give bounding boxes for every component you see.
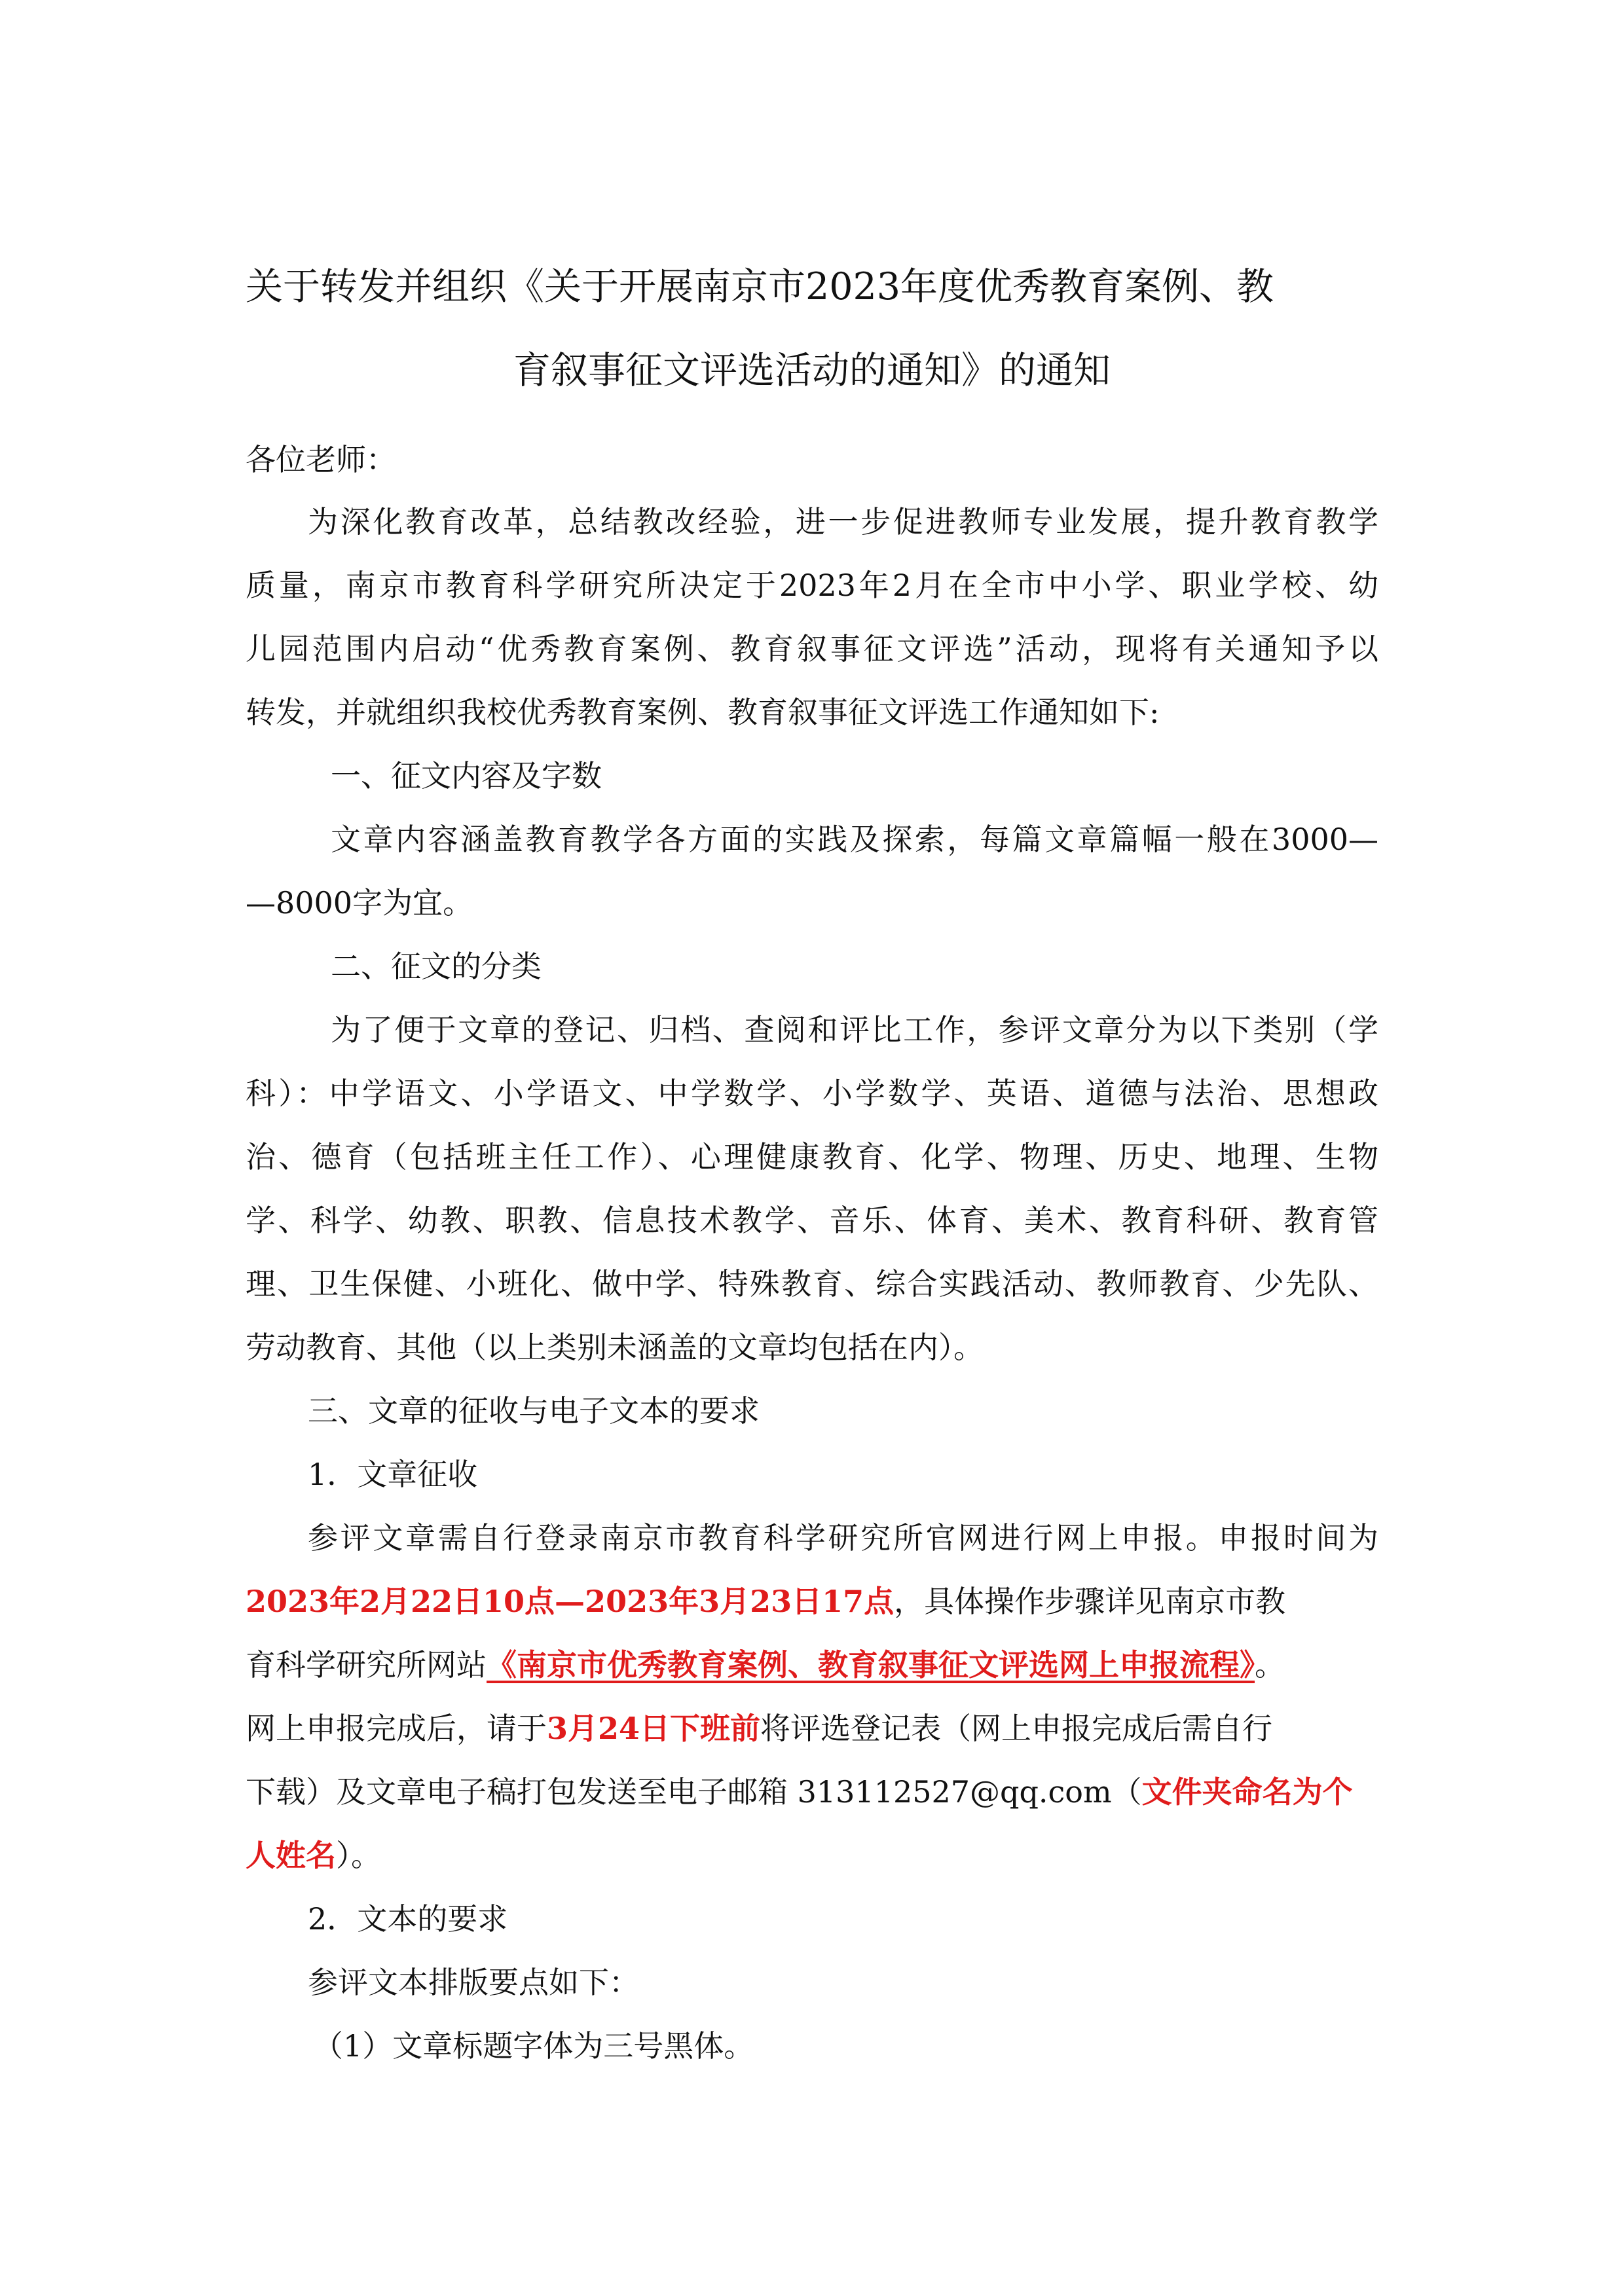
- section-3-1-line-2-rest: ，具体操作步骤详见南京市教: [894, 1584, 1286, 1619]
- section-3-1-line-4: [246, 1709, 1272, 1748]
- section-3-1-line-6-post: ）。: [336, 1838, 381, 1873]
- paragraph-1-line-1: 为深化教育改革，总结教改经验，进一步促进教师专业发展，提升教育教学: [308, 504, 1378, 539]
- section-3-heading: 三、文章的征收与电子文本的要求: [308, 1393, 760, 1429]
- paragraph-1-line-3: 儿园范围内启动“优秀教育案例、教育叙事征文评选”活动，现将有关通知予以: [246, 631, 1378, 666]
- section-3-1-line-4-pre: 网上申报完成后，请于: [246, 1711, 547, 1746]
- folder-naming-rule-part-1: 文件夹命名为个: [1141, 1774, 1353, 1810]
- section-3-2-item-1: （1）文章标题字体为三号黑体。: [313, 2028, 754, 2064]
- section-3-2-heading: 2．文本的要求: [308, 1901, 508, 1937]
- section-3-1-line-5: [246, 1772, 1353, 1812]
- section-2-text-line-2: 科）：中学语文、小学语文、中学数学、小学数学、英语、道德与法治、思想政: [246, 1076, 1378, 1111]
- section-3-1-line-4-post: 将评选登记表（网上申报完成后需自行: [760, 1711, 1273, 1746]
- folder-naming-rule-part-2: 人姓名: [246, 1838, 336, 1873]
- section-1-text-line-1: 文章内容涵盖教育教学各方面的实践及探索，每篇文章篇幅一般在3000—: [331, 822, 1378, 857]
- section-3-1-line-3-pre: 育科学研究所网站: [246, 1647, 487, 1683]
- deadline-period: 2023年2月22日10点—2023年3月23日17点: [246, 1584, 895, 1619]
- section-3-2-intro: 参评文本排版要点如下：: [308, 1965, 639, 2000]
- submission-deadline: 3月24日下班前: [547, 1711, 761, 1746]
- section-3-1-line-3-post: 。: [1255, 1647, 1285, 1683]
- section-3-1-line-5-pre: 下载）及文章电子稿打包发送至电子邮箱 313112527@qq.com（: [246, 1774, 1142, 1810]
- section-2-text-line-1: 为了便于文章的登记、归档、查阅和评比工作，参评文章分为以下类别（学: [331, 1012, 1378, 1048]
- section-3-1-heading: 1．文章征收: [308, 1457, 478, 1492]
- section-2-text-line-4: 学、科学、幼教、职教、信息技术教学、音乐、体育、美术、教育科研、教育管: [246, 1203, 1378, 1238]
- paragraph-1-line-2: 质量，南京市教育科学研究所决定于2023年2月在全市中小学、职业学校、幼: [246, 568, 1378, 603]
- paragraph-1-line-4: 转发，并就组织我校优秀教育案例、教育叙事征文评选工作通知如下:: [246, 695, 1160, 730]
- section-3-1-line-6: [246, 1836, 381, 1875]
- section-3-1-line-3: [246, 1645, 1285, 1685]
- application-process-link[interactable]: 《南京市优秀教育案例、教育叙事征文评选网上申报流程》: [487, 1647, 1255, 1683]
- section-3-1-line-2: [246, 1582, 1285, 1621]
- title-line-1: 关于转发并组织《关于开展南京市2023年度优秀教育案例、教: [246, 265, 1274, 308]
- section-2-text-line-6: 劳动教育、其他（以上类别未涵盖的文章均包括在内）。: [246, 1330, 984, 1365]
- section-3-1-line-1: 参评文章需自行登录南京市教育科学研究所官网进行网上申报。申报时间为: [308, 1520, 1378, 1556]
- section-2-text-line-3: 治、德育（包括班主任工作）、心理健康教育、化学、物理、历史、地理、生物: [246, 1139, 1378, 1175]
- section-2-text-line-5: 理、卫生保健、小班化、做中学、特殊教育、综合实践活动、教师教育、少先队、: [246, 1266, 1378, 1302]
- greeting: 各位老师：: [246, 442, 396, 477]
- section-1-text-line-2: —8000字为宜。: [246, 885, 473, 920]
- section-1-heading: 一、征文内容及字数: [331, 758, 602, 793]
- section-2-heading: 二、征文的分类: [331, 949, 542, 984]
- title-line-2: 育叙事征文评选活动的通知》的通知: [513, 349, 1111, 392]
